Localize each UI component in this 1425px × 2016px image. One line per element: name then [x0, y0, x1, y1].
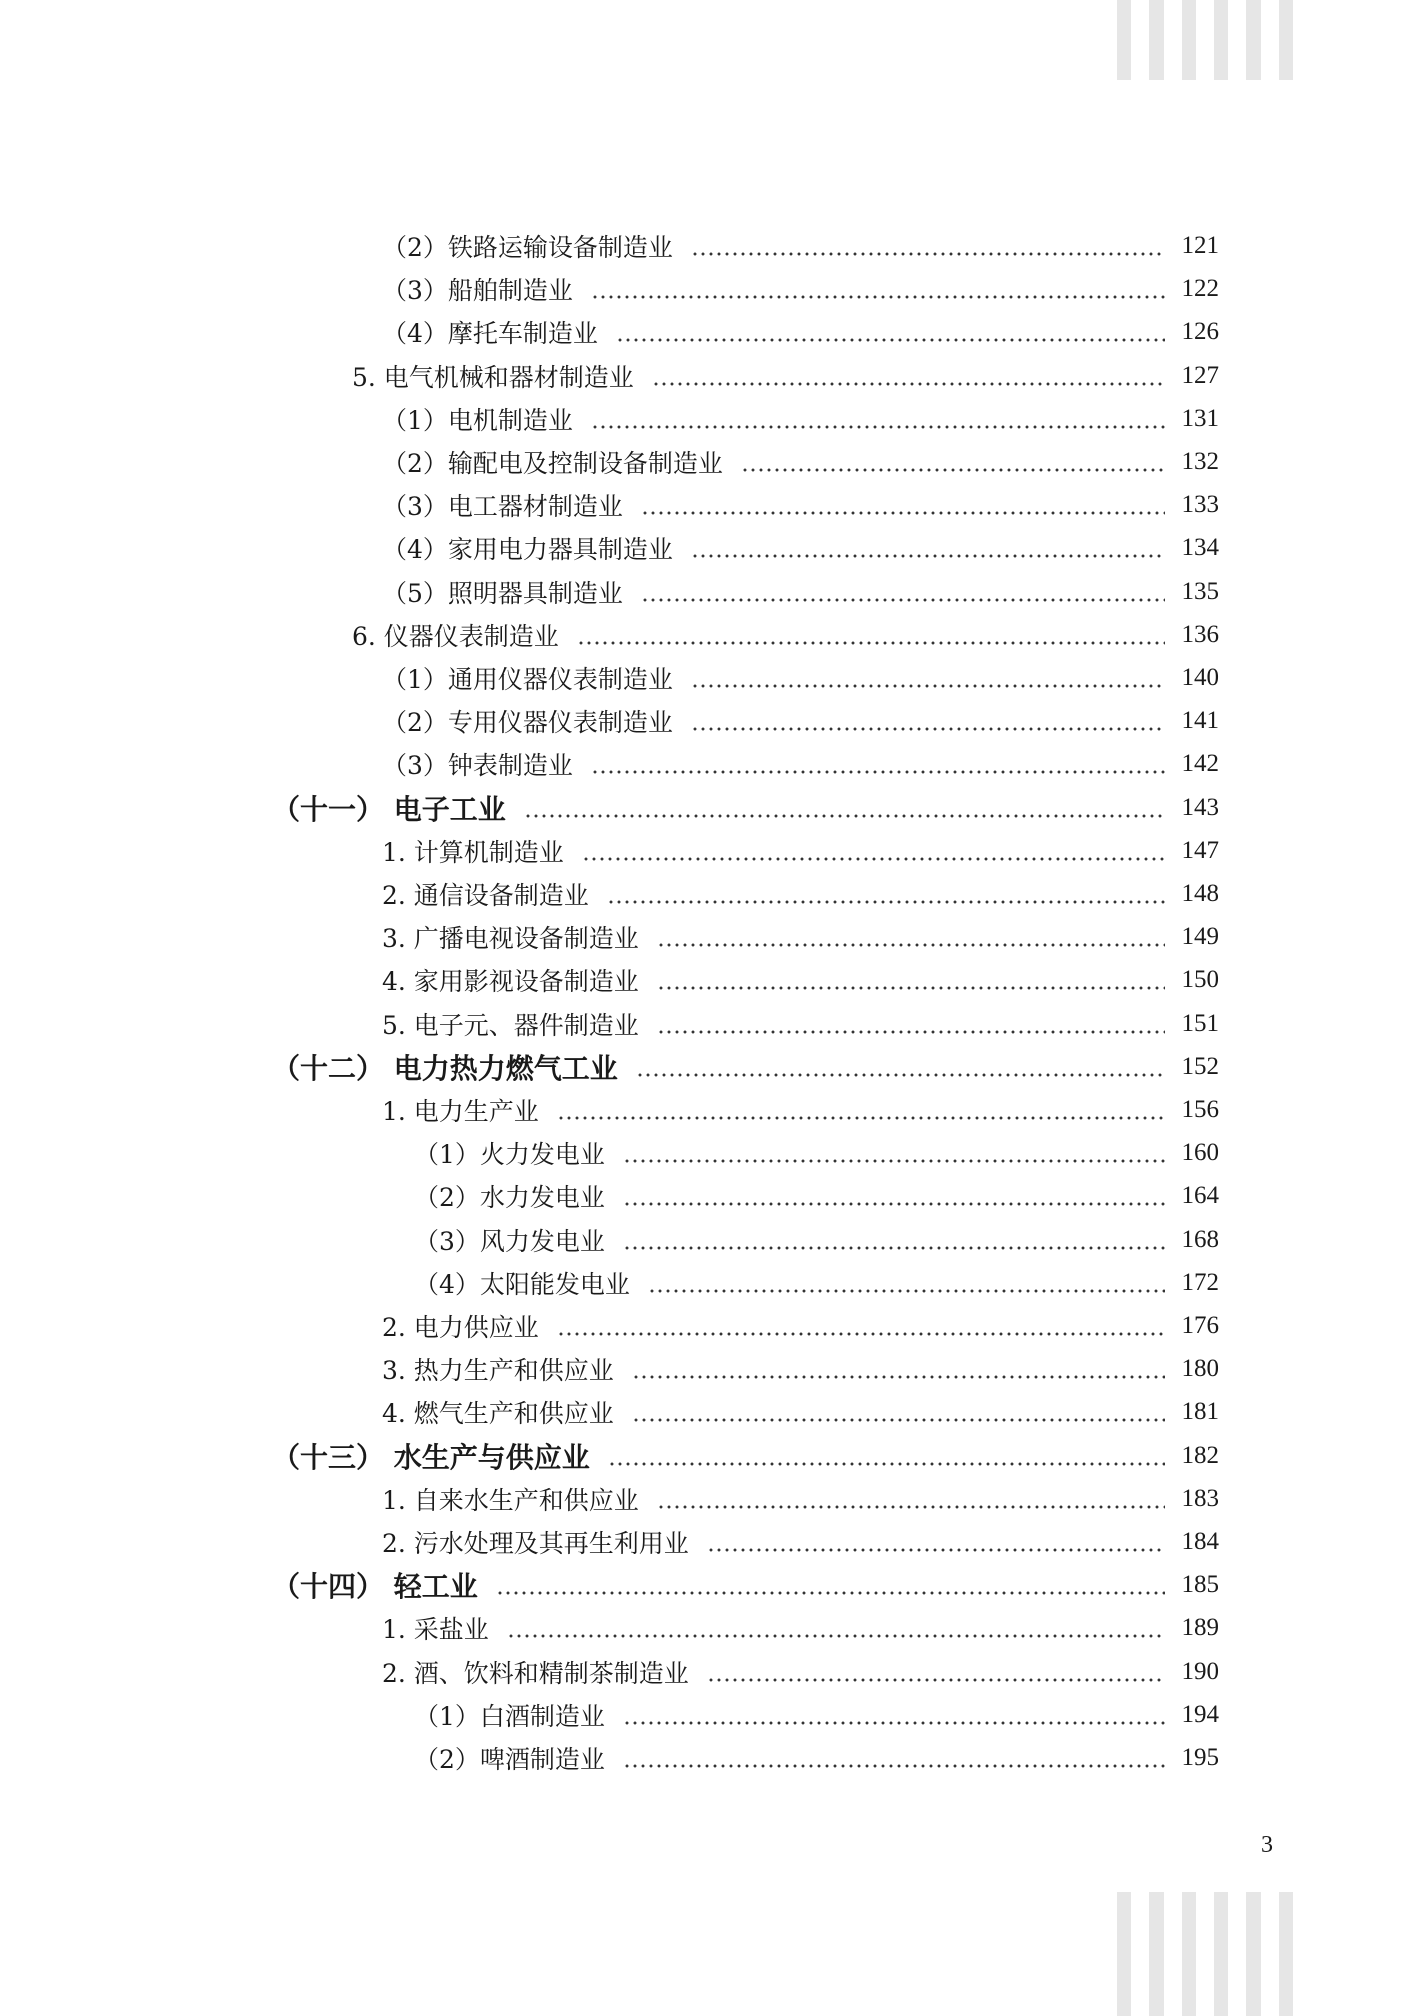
dot-leader	[623, 1697, 1165, 1733]
dot-leader	[707, 1524, 1165, 1560]
toc-entry[interactable]	[352, 617, 1219, 653]
toc-entry-page: 151	[1181, 1010, 1219, 1037]
toc-entry[interactable]	[382, 1654, 1219, 1690]
dot-leader	[507, 1610, 1165, 1646]
toc-entry-page: 176	[1181, 1312, 1219, 1339]
dot-leader	[591, 271, 1165, 307]
toc-entry-page: 160	[1181, 1139, 1219, 1166]
toc-entry[interactable]	[382, 1481, 1219, 1517]
toc-entry-label: （1）通用仪器仪表制造业	[382, 665, 673, 694]
dot-leader	[632, 1351, 1165, 1387]
toc-entry-page: 150	[1181, 966, 1219, 993]
toc-entry[interactable]	[272, 1567, 1219, 1603]
stripe	[1182, 0, 1196, 80]
toc-entry-page: 127	[1181, 362, 1219, 389]
toc-entry-label: （4）家用电力器具制造业	[382, 535, 673, 564]
toc-entry-label: 1. 采盐业	[382, 1615, 489, 1644]
toc-entry-label: （3）钟表制造业	[382, 751, 573, 780]
dot-leader	[557, 1308, 1165, 1344]
toc-entry[interactable]	[414, 1135, 1219, 1171]
stripe	[1279, 1892, 1293, 2016]
toc-entry-label: （3）风力发电业	[414, 1227, 605, 1256]
dot-leader	[691, 228, 1165, 264]
stripe	[1117, 0, 1131, 80]
toc-entry-label: 2. 污水处理及其再生利用业	[382, 1529, 689, 1558]
toc-entry-page: 185	[1181, 1571, 1219, 1598]
stripe	[1246, 0, 1260, 80]
toc-entry-label: （3）电工器材制造业	[382, 492, 623, 521]
toc-entry[interactable]	[382, 487, 1219, 523]
toc-entry-page: 181	[1181, 1398, 1219, 1425]
dot-leader	[652, 358, 1165, 394]
toc-entry-label: （2）啤酒制造业	[414, 1745, 605, 1774]
dot-leader	[657, 962, 1165, 998]
toc-entry[interactable]	[272, 1049, 1219, 1085]
dot-leader	[607, 876, 1165, 912]
toc-entry-page: 142	[1181, 750, 1219, 777]
toc-entry-label: （十二） 电力热力燃气工业	[272, 1052, 618, 1085]
toc-entry-page: 156	[1181, 1096, 1219, 1123]
toc-entry[interactable]	[272, 790, 1219, 826]
dot-leader	[657, 1481, 1165, 1517]
toc-entry-label: （十一） 电子工业	[272, 793, 506, 826]
toc-entry-page: 121	[1181, 232, 1219, 259]
toc-entry[interactable]	[382, 228, 1219, 264]
stripe	[1149, 0, 1163, 80]
toc-entry-label: （1）电机制造业	[382, 406, 573, 435]
dot-leader	[524, 790, 1165, 826]
toc-entry-label: （1）白酒制造业	[414, 1702, 605, 1731]
toc-entry-page: 184	[1181, 1528, 1219, 1555]
dot-leader	[496, 1567, 1165, 1603]
toc-entry-page: 148	[1181, 880, 1219, 907]
toc-entry[interactable]	[382, 876, 1219, 912]
dot-leader	[632, 1394, 1165, 1430]
dot-leader	[741, 444, 1165, 480]
dot-leader	[707, 1654, 1165, 1690]
stripe	[1214, 1892, 1228, 2016]
dot-leader	[623, 1135, 1165, 1171]
dot-leader	[591, 401, 1165, 437]
toc-entry-page: 135	[1181, 578, 1219, 605]
toc-entry[interactable]	[382, 401, 1219, 437]
dot-leader	[623, 1178, 1165, 1214]
toc-entry-label: （2）输配电及控制设备制造业	[382, 449, 723, 478]
toc-entry-label: 2. 通信设备制造业	[382, 881, 589, 910]
stripe	[1279, 0, 1293, 80]
dot-leader	[557, 1092, 1165, 1128]
toc-entry[interactable]	[414, 1697, 1219, 1733]
toc-entry-page: 183	[1181, 1485, 1219, 1512]
toc-entry-page: 140	[1181, 664, 1219, 691]
toc-entry-page: 182	[1181, 1442, 1219, 1469]
toc-entry[interactable]	[382, 1610, 1219, 1646]
dot-leader	[657, 1006, 1165, 1042]
toc-entry-label: 4. 家用影视设备制造业	[382, 967, 639, 996]
toc-entry[interactable]	[382, 271, 1219, 307]
dot-leader	[648, 1265, 1165, 1301]
toc-entry[interactable]	[382, 746, 1219, 782]
toc-entry[interactable]	[382, 1524, 1219, 1560]
toc-entry-label: 5. 电气机械和器材制造业	[352, 363, 634, 392]
toc-entry-label: 4. 燃气生产和供应业	[382, 1399, 614, 1428]
stripe	[1117, 1892, 1131, 2016]
toc-entry-label: 2. 酒、饮料和精制茶制造业	[382, 1659, 689, 1688]
toc-entry-label: （十四） 轻工业	[272, 1570, 478, 1603]
toc-entry-label: （2）专用仪器仪表制造业	[382, 708, 673, 737]
stripe	[1214, 0, 1228, 80]
dot-leader	[577, 617, 1165, 653]
dot-leader	[582, 833, 1165, 869]
toc-entry[interactable]	[414, 1178, 1219, 1214]
dot-leader	[591, 746, 1165, 782]
toc-entry[interactable]	[382, 703, 1219, 739]
toc-entry-label: 1. 自来水生产和供应业	[382, 1486, 639, 1515]
toc-entry-page: 136	[1181, 621, 1219, 648]
toc-entry-page: 164	[1181, 1182, 1219, 1209]
toc-entry-page: 126	[1181, 318, 1219, 345]
toc-entry-page: 180	[1181, 1355, 1219, 1382]
toc-entry-page: 134	[1181, 534, 1219, 561]
toc-entry-label: 6. 仪器仪表制造业	[352, 622, 559, 651]
toc-entry[interactable]	[382, 574, 1219, 610]
toc-entry-label: （2）水力发电业	[414, 1183, 605, 1212]
toc-entry[interactable]	[414, 1222, 1219, 1258]
page-number: 3	[1261, 1832, 1273, 1858]
toc-entry-page: 132	[1181, 448, 1219, 475]
dot-leader	[691, 530, 1165, 566]
bottom-stripe-decoration	[1117, 1892, 1293, 2016]
toc-entry-page: 190	[1181, 1658, 1219, 1685]
dot-leader	[636, 1049, 1165, 1085]
toc-entry[interactable]	[382, 919, 1219, 955]
stripe	[1246, 1892, 1260, 2016]
toc-entry[interactable]	[382, 530, 1219, 566]
toc-entry[interactable]	[382, 1006, 1219, 1042]
toc-entry-label: （1）火力发电业	[414, 1140, 605, 1169]
dot-leader	[691, 703, 1165, 739]
toc-entry-label: （2）铁路运输设备制造业	[382, 233, 673, 262]
toc-entry[interactable]	[382, 314, 1219, 350]
toc-entry[interactable]	[382, 660, 1219, 696]
dot-leader	[608, 1438, 1165, 1474]
toc-entry-label: 2. 电力供应业	[382, 1313, 539, 1342]
toc-entry-page: 194	[1181, 1701, 1219, 1728]
toc-entry-label: 5. 电子元、器件制造业	[382, 1011, 639, 1040]
toc-entry-label: （4）太阳能发电业	[414, 1270, 630, 1299]
toc-entry-page: 152	[1181, 1053, 1219, 1080]
toc-entry[interactable]	[272, 1438, 1219, 1474]
toc-entry-page: 131	[1181, 405, 1219, 432]
toc-entry-label: 3. 广播电视设备制造业	[382, 924, 639, 953]
toc-entry[interactable]	[414, 1740, 1219, 1776]
toc-entry-page: 189	[1181, 1614, 1219, 1641]
toc-entry-page: 195	[1181, 1744, 1219, 1771]
toc-entry[interactable]	[382, 444, 1219, 480]
toc-entry-page: 149	[1181, 923, 1219, 950]
toc-entry-page: 133	[1181, 491, 1219, 518]
dot-leader	[623, 1222, 1165, 1258]
toc-entry-page: 122	[1181, 275, 1219, 302]
toc-entry-label: （3）船舶制造业	[382, 276, 573, 305]
toc-entry-page: 172	[1181, 1269, 1219, 1296]
dot-leader	[657, 919, 1165, 955]
dot-leader	[616, 314, 1165, 350]
dot-leader	[691, 660, 1165, 696]
toc-entry[interactable]	[382, 1394, 1219, 1430]
toc-entry[interactable]	[382, 1351, 1219, 1387]
toc-entry[interactable]	[382, 833, 1219, 869]
dot-leader	[623, 1740, 1165, 1776]
toc-entry[interactable]	[382, 1092, 1219, 1128]
dot-leader	[641, 574, 1165, 610]
dot-leader	[641, 487, 1165, 523]
toc-entry-label: 3. 热力生产和供应业	[382, 1356, 614, 1385]
stripe	[1182, 1892, 1196, 2016]
toc-entry-label: 1. 电力生产业	[382, 1097, 539, 1126]
toc-entry[interactable]	[414, 1265, 1219, 1301]
toc-entry[interactable]	[382, 1308, 1219, 1344]
toc-entry-page: 141	[1181, 707, 1219, 734]
toc-entry[interactable]	[382, 962, 1219, 998]
toc-entry-page: 143	[1181, 794, 1219, 821]
toc-entry-label: 1. 计算机制造业	[382, 838, 564, 867]
toc-entry-page: 147	[1181, 837, 1219, 864]
top-stripe-decoration	[1117, 0, 1293, 80]
toc-entry[interactable]	[352, 358, 1219, 394]
stripe	[1149, 1892, 1163, 2016]
toc-entry-page: 168	[1181, 1226, 1219, 1253]
toc-entry-label: （4）摩托车制造业	[382, 319, 598, 348]
toc-entry-label: （十三） 水生产与供应业	[272, 1441, 590, 1474]
toc-entry-label: （5）照明器具制造业	[382, 579, 623, 608]
